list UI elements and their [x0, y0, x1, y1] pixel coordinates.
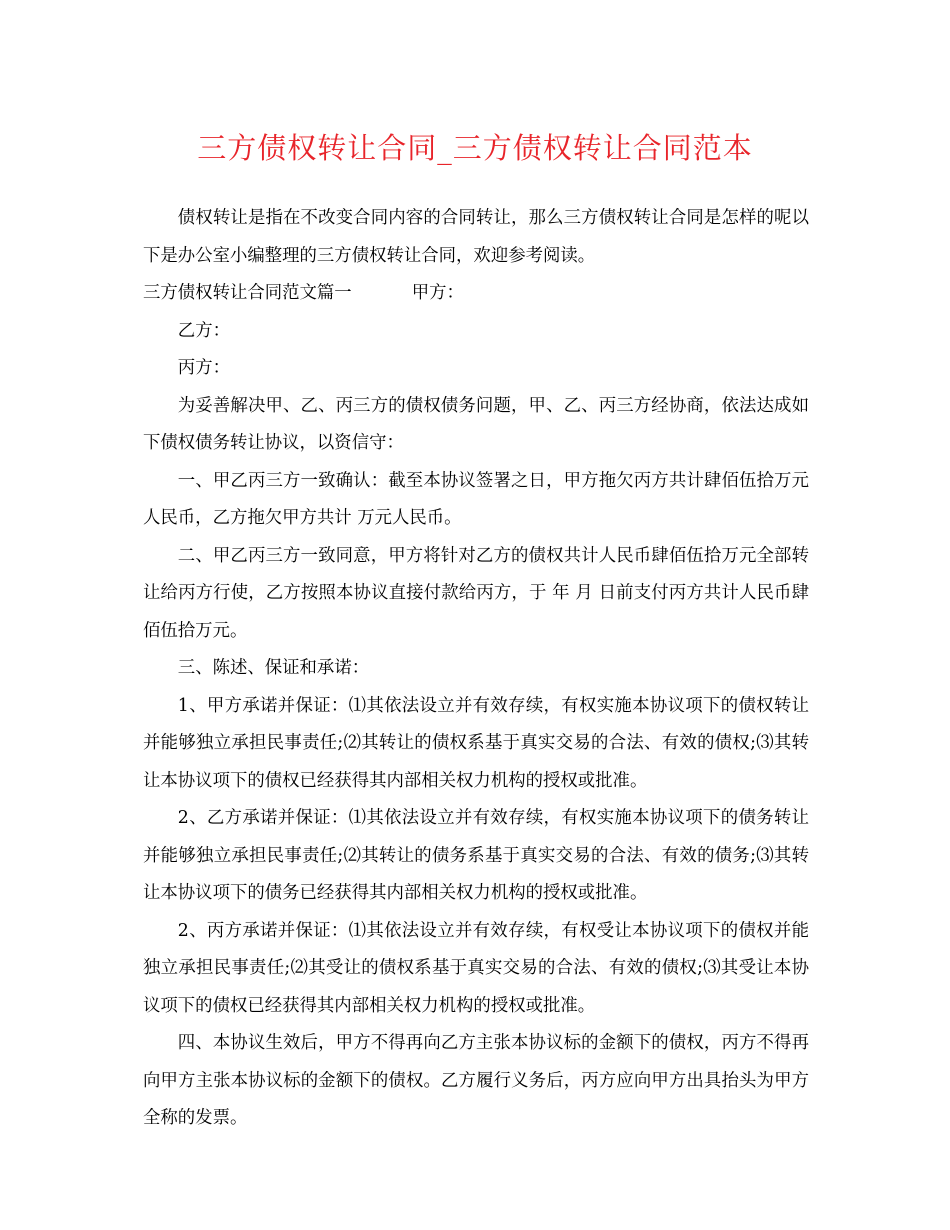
document-body [143, 200, 809, 1138]
clause-1: 一、甲乙丙三方一致确认：截至本协议签署之日，甲方拖欠丙方共计肆佰伍拾万元人民币，乙方拖欠甲方共计 万元人民币。 [143, 470, 809, 528]
clause-4: 四、本协议生效后，甲方不得再向乙方主张本协议标的金额下的债权，丙方不得再向甲方主张本协议标的金额下的债权。乙方履行义务后，丙方应向甲方出具抬头为甲方全称的发票。 [143, 1033, 809, 1128]
preamble-paragraph: 为妥善解决甲、乙、丙三方的债权债务问题，甲、乙、丙三方经协商，依法达成如下债权债务转让协议，以资信守： [143, 395, 809, 453]
page-title: 三方债权转让合同_三方债权转让合同范本 [197, 131, 753, 165]
intro-paragraph: 债权转让是指在不改变合同内容的合同转让，那么三方债权转让合同是怎样的呢以下是办公室小编整理的三方债权转让合同，欢迎参考阅读。 [143, 208, 809, 266]
clause-3: 三、陈述、保证和承诺： [177, 658, 370, 678]
party-c-label: 丙方： [177, 358, 230, 378]
clause-3-3: 2、丙方承诺并保证：⑴其依法设立并有效存续，有权受让本协议项下的债权并能独立承担民事责任;⑵其受让的债权系基于真实交易的合法、有效的债权;⑶其受让本协议项下的债权已经获得其内部相关权力机构的授权或批准。 [143, 920, 809, 1016]
party-b-label: 乙方： [177, 320, 230, 341]
clause-3-2: 2、乙方承诺并保证：⑴其依法设立并有效存续，有权实施本协议项下的债务转让并能够独立承担民事责任;⑵其转让的债务系基于真实交易的合法、有效的债务;⑶其转让本协议项下的债务已经获得其内部相关权力机构的授权或批准。 [143, 808, 809, 903]
clause-3-1: 1、甲方承诺并保证：⑴其依法设立并有效存续，有权实施本协议项下的债权转让并能够独立承担民事责任;⑵其转让的债权系基于真实交易的合法、有效的债权;⑶其转让本协议项下的债权已经获得其内部相关权力机构的授权或批准。 [143, 695, 809, 791]
clause-2: 二、甲乙丙三方一致同意，甲方将针对乙方的债权共计人民币肆佰伍拾万元全部转让给丙方行使，乙方按照本协议直接付款给丙方，于 年 月 日前支付丙方共计人民币肆佰伍拾万元。 [143, 545, 809, 641]
section-heading: 三方债权转让合同范文篇一 [143, 283, 352, 303]
section-heading-line [143, 275, 809, 313]
party-a-label: 甲方： [411, 283, 464, 303]
